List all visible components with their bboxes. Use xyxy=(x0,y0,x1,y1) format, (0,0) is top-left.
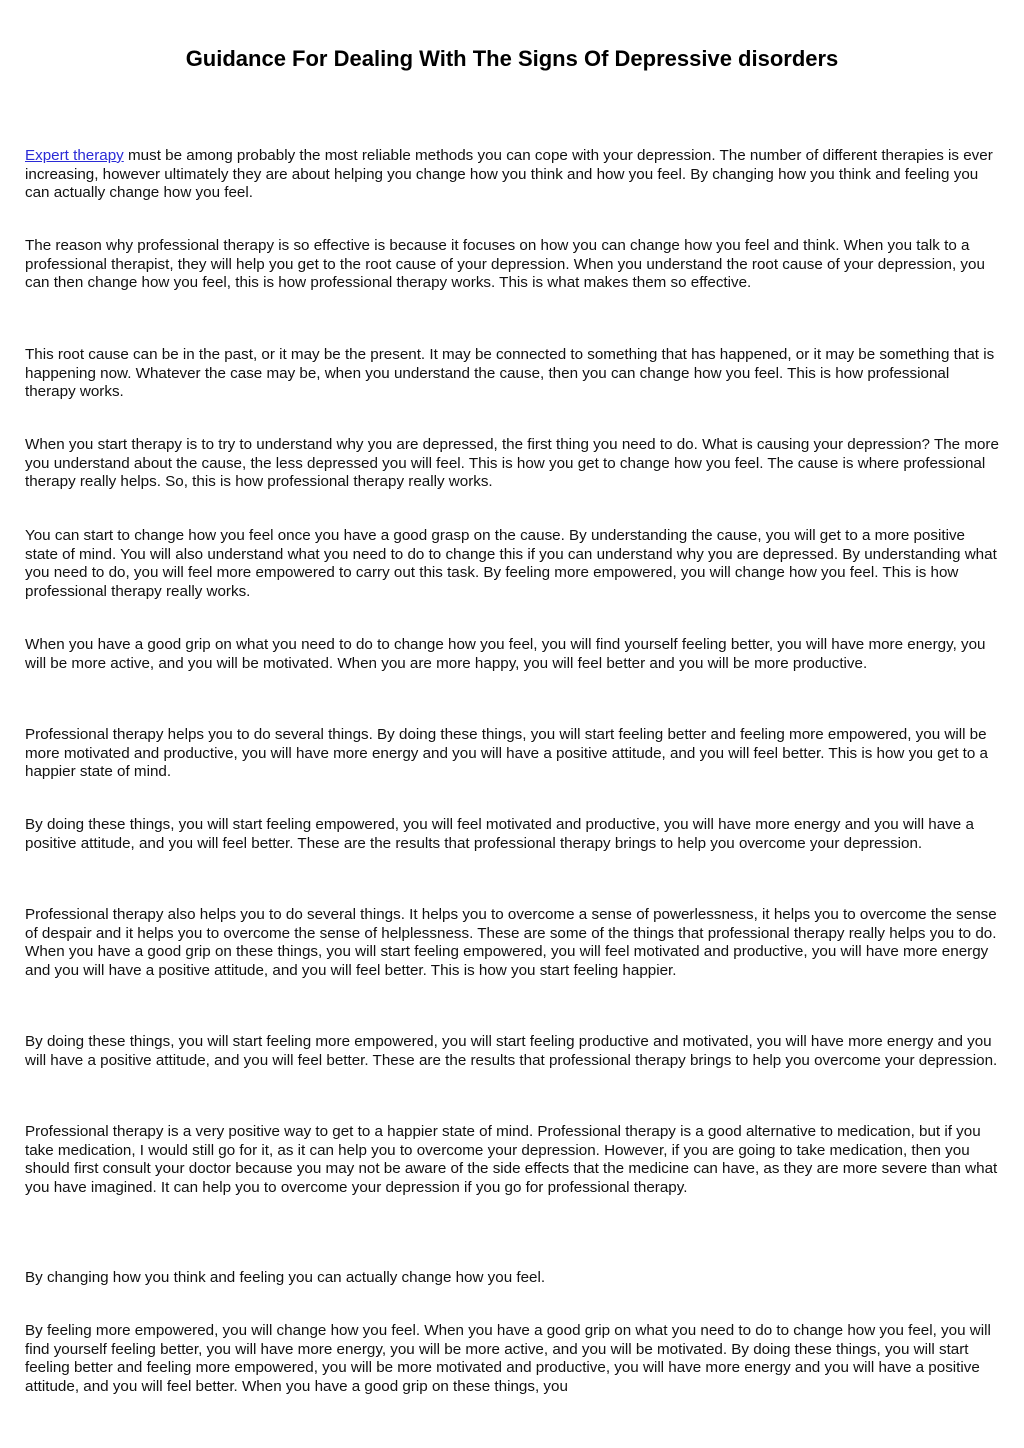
intro-paragraph xyxy=(25,147,1001,203)
paragraph-10: Professional therapy is a very positive way to get to a happier state of mind. Professional therapy is a good alternative to medication, but if you take medication, I would still go for it, as it can help you to overcome your depression. However, if you are going to take medication, then you should first consult your doctor because you may not be aware of the side effects that the medicine can have, as they are more severe than what you have imagined. It can help you to overcome your depression if you go for professional therapy. xyxy=(25,1123,998,1196)
paragraph-12: By feeling more empowered, you will change how you feel. When you have a good grip on what you need to do to change how you feel, you will find yourself feeling better, you will have more energy, you will be more active, and you will be motivated. By doing these things, you will start feeling better and feeling more empowered, you will be more motivated and productive, you will have more energy and you will have a positive attitude, and you will feel better. When you have a good grip on these things, you xyxy=(25,1322,991,1395)
paragraph-5: When you have a good grip on what you need to do to change how you feel, you will find yourself feeling better, you will have more energy, you will be more active, and you will be motivated. When you are more happy, you will feel better and you will be more productive. xyxy=(25,636,986,672)
intro-paragraph-text: must be among probably the most reliable methods you can cope with your depression. The number of different therapies is ever increasing, however ultimately they are about helping you change how you think and how you feel. By changing how you think and feeling you can actually change how you feel. xyxy=(25,147,993,202)
paragraph-1: The reason why professional therapy is so effective is because it focuses on how you can change how you feel and think. When you talk to a professional therapist, they will help you get to the root cause of your depression. When you understand the root cause of your depression, you can then change how you feel, this is how professional therapy works. This is what makes them so effective. xyxy=(25,237,985,292)
paragraph-6: Professional therapy helps you to do several things. By doing these things, you will start feeling better and feeling more empowered, you will be more motivated and productive, you will have more energy and you will have a positive attitude, and you will feel better. This is how you get to a happier state of mind. xyxy=(25,726,988,781)
paragraph-4: You can start to change how you feel once you have a good grasp on the cause. By understanding the cause, you will get to a more positive state of mind. You will also understand what you need to do to change this if you can understand why you are depressed. By understanding what you need to do, you will feel more empowered to carry out this task. By feeling more empowered, you will change how you feel. This is how professional therapy really works. xyxy=(25,527,997,600)
paragraph-11: By changing how you think and feeling you can actually change how you feel. xyxy=(25,1269,546,1286)
paragraph-2: This root cause can be in the past, or it may be the present. It may be connected to something that has happened, or it may be something that is happening now. Whatever the case may be, when you understand the cause, then you can change how you feel. This is how professional therapy works. xyxy=(25,346,995,401)
paragraph-7: By doing these things, you will start feeling empowered, you will feel motivated and productive, you will have more energy and you will have a positive attitude, and you will feel better. These are the results that professional therapy brings to help you overcome your depression. xyxy=(25,816,974,852)
page-title: Guidance For Dealing With The Signs Of Depressive disorders xyxy=(185,46,839,71)
paragraph-9: By doing these things, you will start feeling more empowered, you will start feeling productive and motivated, you will have more energy and you will have a positive attitude, and you will feel better. These are the results that professional therapy brings to help you overcome your depression. xyxy=(25,1033,998,1069)
paragraph-3: When you start therapy is to try to understand why you are depressed, the first thing you need to do. What is causing your depression? The more you understand about the cause, the less depressed you will feel. This is how you get to change how you feel. The cause is where professional therapy really helps. So, this is how professional therapy really works. xyxy=(25,436,999,491)
paragraph-8: Professional therapy also helps you to do several things. It helps you to overcome a sense of powerlessness, it helps you to overcome the sense of despair and it helps you to overcome the sense of helplessness. These are some of the things that professional therapy really helps you to do. When you have a good grip on these things, you will start feeling empowered, you will feel motivated and productive, you will have more energy and you will have a positive attitude, and you will feel better. This is how you start feeling happier. xyxy=(25,906,997,979)
expert-therapy-link[interactable]: Expert therapy xyxy=(25,147,124,164)
